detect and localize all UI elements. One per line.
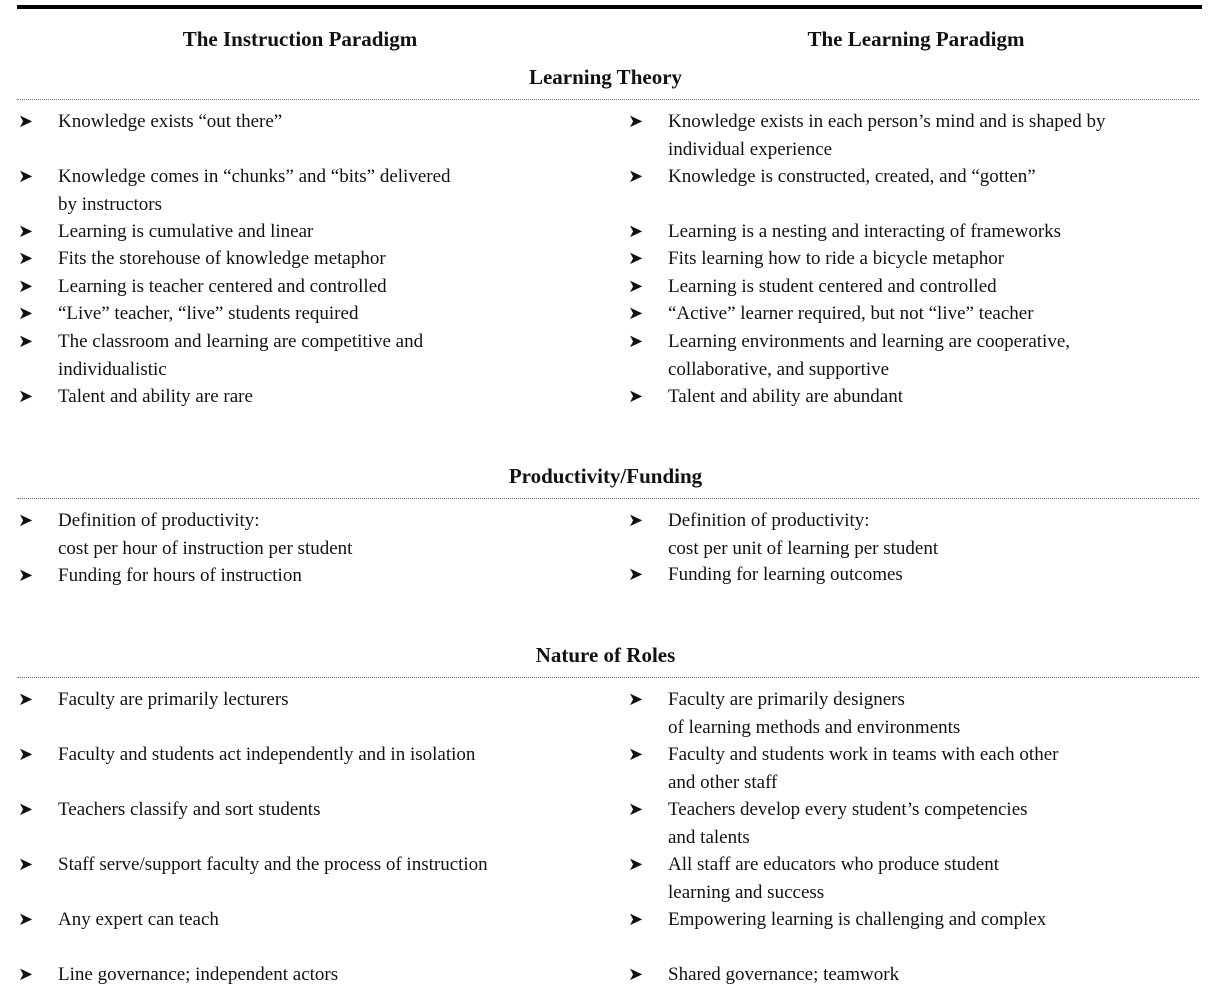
list-item-text: “Live” teacher, “live” students required — [58, 303, 359, 324]
arrow-bullet-icon: ➤ — [628, 564, 644, 585]
right-list-item — [628, 245, 1005, 273]
arrow-bullet-icon: ➤ — [18, 854, 34, 875]
list-item-text: Line governance; independent actors — [58, 964, 339, 985]
list-item-text: Definition of productivity: — [58, 510, 260, 531]
arrow-bullet-icon: ➤ — [18, 744, 34, 765]
right-list-item — [628, 218, 1062, 246]
list-item-text: Any expert can teach — [58, 909, 219, 930]
section-divider — [17, 99, 1199, 100]
arrow-bullet-icon: ➤ — [628, 964, 644, 985]
arrow-bullet-icon: ➤ — [628, 331, 644, 352]
arrow-bullet-icon: ➤ — [628, 909, 644, 930]
arrow-bullet-icon: ➤ — [628, 854, 644, 875]
left-list-item — [18, 163, 451, 219]
left-list-item — [18, 245, 386, 273]
section-title-productivity-funding: Productivity/Funding — [508, 464, 703, 488]
left-list-item — [18, 328, 424, 384]
right-list-item — [628, 300, 1034, 328]
list-item-text: Learning is cumulative and linear — [58, 221, 314, 242]
list-item-text: Knowledge comes in “chunks” and “bits” delivered — [58, 166, 451, 187]
right-list-item — [628, 906, 1047, 934]
right-list-item — [628, 108, 1106, 164]
list-item-text: cost per hour of instruction per student — [58, 538, 353, 559]
arrow-bullet-icon: ➤ — [628, 510, 644, 531]
list-item-text: The classroom and learning are competitive and — [58, 331, 424, 352]
list-item-text: Funding for hours of instruction — [58, 565, 302, 586]
arrow-bullet-icon: ➤ — [628, 248, 644, 269]
right-list-item — [628, 273, 997, 301]
list-item-text: Teachers develop every student’s competencies — [668, 799, 1028, 820]
arrow-bullet-icon: ➤ — [18, 276, 34, 297]
right-list-item — [628, 851, 999, 907]
arrow-bullet-icon: ➤ — [18, 799, 34, 820]
list-item-text: Fits the storehouse of knowledge metaphor — [58, 248, 386, 269]
arrow-bullet-icon: ➤ — [18, 386, 34, 407]
left-list-item — [18, 383, 253, 411]
right-list-item — [628, 741, 1059, 797]
arrow-bullet-icon: ➤ — [18, 248, 34, 269]
list-item-text: individual experience — [668, 139, 833, 160]
right-list-item — [628, 163, 1036, 191]
right-list-item — [628, 383, 904, 411]
list-item-text: Knowledge exists in each person’s mind and is shaped by — [668, 111, 1106, 132]
list-item-text: Learning environments and learning are cooperative, — [668, 331, 1070, 352]
left-list-item — [18, 300, 359, 328]
arrow-bullet-icon: ➤ — [18, 303, 34, 324]
list-item-text: Faculty are primarily lecturers — [58, 689, 289, 710]
left-list-item — [18, 906, 219, 934]
arrow-bullet-icon: ➤ — [18, 964, 34, 985]
list-item-text: Empowering learning is challenging and complex — [668, 909, 1047, 930]
list-item-text: Learning is teacher centered and controlled — [58, 276, 387, 297]
list-item-text: Talent and ability are abundant — [668, 386, 904, 407]
list-item-text: and other staff — [668, 772, 778, 793]
list-item-text: by instructors — [58, 194, 162, 215]
instruction-paradigm-header: The Instruction Paradigm — [182, 27, 418, 51]
arrow-bullet-icon: ➤ — [628, 386, 644, 407]
left-list-item — [18, 796, 321, 824]
arrow-bullet-icon: ➤ — [18, 909, 34, 930]
arrow-bullet-icon: ➤ — [18, 689, 34, 710]
list-item-text: Learning is student centered and controlled — [668, 276, 997, 297]
left-list-item — [18, 686, 289, 714]
list-item-text: Faculty and students work in teams with each other — [668, 744, 1059, 765]
list-item-text: cost per unit of learning per student — [668, 538, 939, 559]
right-list-item — [628, 328, 1070, 384]
left-list-item — [18, 741, 476, 769]
left-list-item — [18, 108, 283, 136]
arrow-bullet-icon: ➤ — [18, 166, 34, 187]
arrow-bullet-icon: ➤ — [18, 565, 34, 586]
arrow-bullet-icon: ➤ — [628, 221, 644, 242]
arrow-bullet-icon: ➤ — [628, 689, 644, 710]
list-item-text: “Active” learner required, but not “live” teacher — [668, 303, 1034, 324]
right-list-item — [628, 507, 939, 563]
arrow-bullet-icon: ➤ — [628, 303, 644, 324]
arrow-bullet-icon: ➤ — [628, 744, 644, 765]
left-list-item — [18, 961, 339, 989]
left-list-item — [18, 218, 314, 246]
right-list-item — [628, 686, 961, 742]
top-rule — [17, 5, 1202, 9]
list-item-text: Definition of productivity: — [668, 510, 870, 531]
arrow-bullet-icon: ➤ — [628, 111, 644, 132]
left-list-item — [18, 273, 387, 301]
list-item-text: Shared governance; teamwork — [668, 964, 900, 985]
right-list-item — [628, 561, 903, 589]
arrow-bullet-icon: ➤ — [628, 166, 644, 187]
learning-paradigm-header: The Learning Paradigm — [807, 27, 1025, 51]
list-item-text: Knowledge is constructed, created, and “gotten” — [668, 166, 1036, 187]
list-item-text: of learning methods and environments — [668, 717, 961, 738]
list-item-text: All staff are educators who produce student — [668, 854, 999, 875]
arrow-bullet-icon: ➤ — [628, 799, 644, 820]
list-item-text: Knowledge exists “out there” — [58, 111, 283, 132]
list-item-text: Talent and ability are rare — [58, 386, 253, 407]
left-list-item — [18, 851, 488, 879]
list-item-text: Learning is a nesting and interacting of frameworks — [668, 221, 1062, 242]
list-item-text: Faculty are primarily designers — [668, 689, 905, 710]
list-item-text: Teachers classify and sort students — [58, 799, 321, 820]
left-list-item — [18, 562, 302, 590]
section-title-nature-of-roles: Nature of Roles — [535, 643, 676, 667]
section-divider — [17, 498, 1199, 499]
list-item-text: Staff serve/support faculty and the process of instruction — [58, 854, 488, 875]
list-item-text: Funding for learning outcomes — [668, 564, 903, 585]
list-item-text: and talents — [668, 827, 750, 848]
section-title-learning-theory: Learning Theory — [528, 65, 683, 89]
arrow-bullet-icon: ➤ — [18, 510, 34, 531]
list-item-text: individualistic — [58, 359, 167, 380]
right-list-item — [628, 796, 1028, 852]
arrow-bullet-icon: ➤ — [18, 221, 34, 242]
right-list-item — [628, 961, 900, 989]
arrow-bullet-icon: ➤ — [18, 111, 34, 132]
left-list-item — [18, 507, 353, 563]
section-divider — [17, 677, 1199, 678]
list-item-text: learning and success — [668, 882, 825, 903]
list-item-text: Faculty and students act independently and in isolation — [58, 744, 476, 765]
list-item-text: collaborative, and supportive — [668, 359, 890, 380]
arrow-bullet-icon: ➤ — [18, 331, 34, 352]
arrow-bullet-icon: ➤ — [628, 276, 644, 297]
list-item-text: Fits learning how to ride a bicycle metaphor — [668, 248, 1005, 269]
